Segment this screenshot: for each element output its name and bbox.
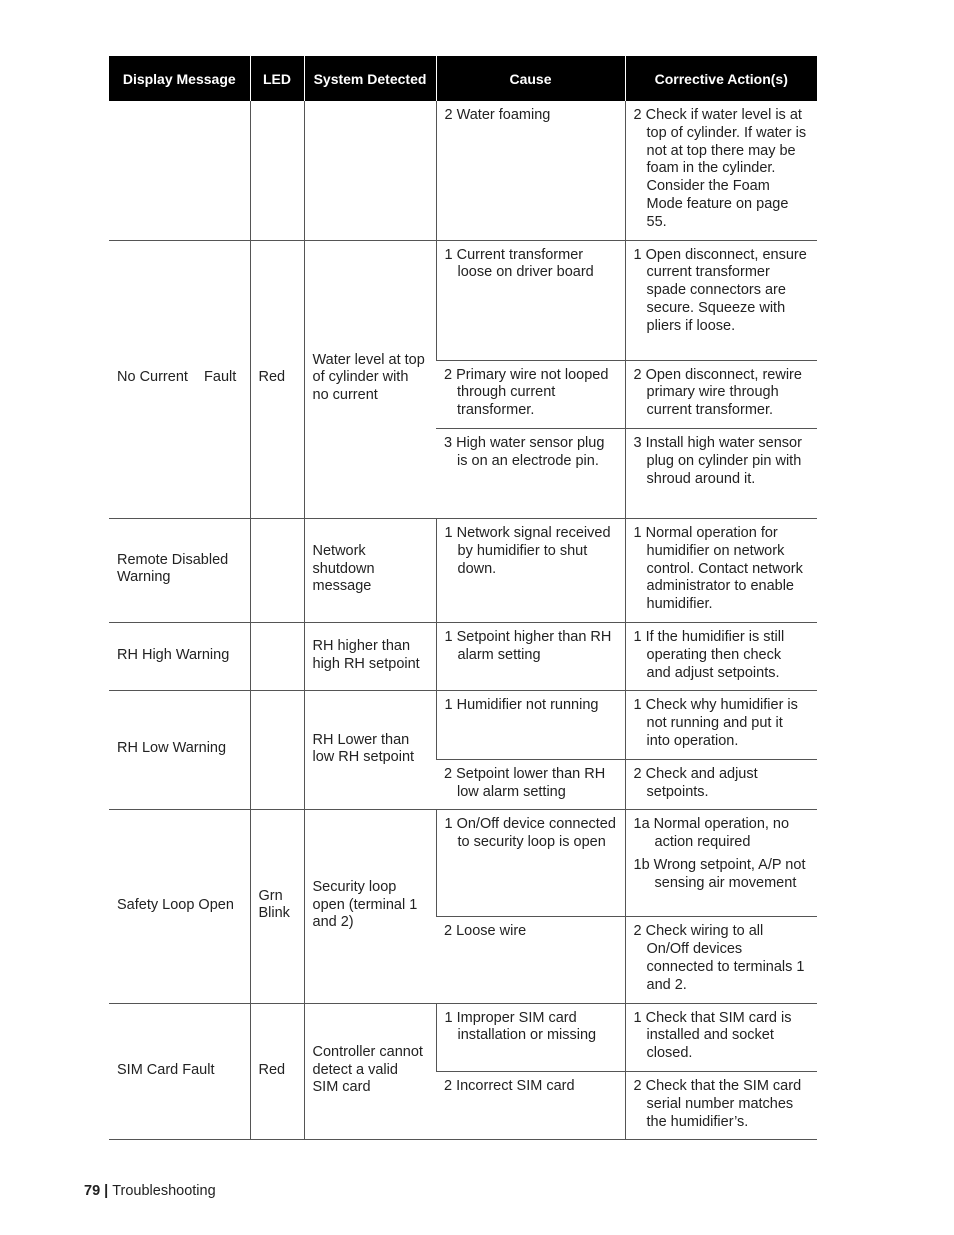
action-item: 1b Wrong setpoint, A/P not sensing air movement — [633, 856, 806, 891]
table-row — [109, 518, 817, 622]
led-cell: Grn Blink — [250, 810, 304, 1003]
led-cell — [250, 101, 304, 240]
display-message-cell: RH Low Warning — [109, 691, 250, 810]
table-row — [109, 691, 817, 759]
system-detected-cell: RH higher than high RH setpoint — [304, 622, 436, 690]
cause-item: 2 Primary wire not looped through current transformer. — [444, 366, 609, 419]
action-item: 2 Check and adjust setpoints. — [633, 765, 758, 800]
action-item: 3 Install high water sensor plug on cylinder pin with shroud around it. — [633, 434, 802, 487]
table-row — [109, 101, 817, 240]
header-system-detected: System Detected — [304, 56, 436, 101]
corrective-action-cell — [625, 622, 817, 690]
troubleshooting-table — [109, 56, 817, 1140]
header-display-message: Display Message — [109, 56, 250, 101]
table-row — [109, 810, 817, 917]
cause-item: 2 Setpoint lower than RH low alarm setting — [444, 765, 606, 800]
action-item: 1 Open disconnect, ensure current transformer spade connectors are secure. Squeeze with pliers if loose. — [633, 246, 807, 334]
cause-cell — [436, 360, 625, 428]
cause-cell — [436, 810, 625, 917]
cause-item: 3 High water sensor plug is on an electrode pin. — [444, 434, 605, 469]
footer-separator: | — [104, 1183, 109, 1199]
corrective-action-cell — [625, 759, 817, 810]
page-footer — [84, 1183, 216, 1199]
corrective-action-cell — [625, 518, 817, 622]
system-detected-cell: Controller cannot detect a valid SIM card — [304, 1003, 436, 1140]
corrective-action-cell — [625, 691, 817, 759]
corrective-action-cell — [625, 1003, 817, 1071]
display-message-cell: No Current Fault — [109, 240, 250, 518]
corrective-action-cell — [625, 1071, 817, 1139]
corrective-action-cell — [625, 360, 817, 428]
led-cell — [250, 691, 304, 810]
display-message-cell: Remote Disabled Warning — [109, 518, 250, 622]
display-message-cell — [109, 101, 250, 240]
cause-cell — [436, 428, 625, 518]
table-row — [109, 622, 817, 690]
display-message-cell: Safety Loop Open — [109, 810, 250, 1003]
table-row — [109, 1003, 817, 1071]
cause-cell — [436, 101, 625, 240]
cause-cell — [436, 691, 625, 759]
table-row — [109, 240, 817, 360]
system-detected-cell — [304, 101, 436, 240]
cause-item: 1 Current transformer loose on driver board — [444, 246, 594, 281]
led-cell — [250, 518, 304, 622]
system-detected-cell: Network shutdown message — [304, 518, 436, 622]
cause-cell — [436, 1003, 625, 1071]
display-message-cell: RH High Warning — [109, 622, 250, 690]
cause-cell — [436, 917, 625, 1003]
page-number: 79 — [84, 1183, 101, 1199]
corrective-action-cell — [625, 810, 817, 917]
cause-item: 1 On/Off device connected to security loop is open — [444, 816, 616, 851]
action-item: 1 If the humidifier is still operating then check and adjust setpoints. — [633, 628, 785, 681]
cause-cell — [436, 759, 625, 810]
cause-item: 2 Loose wire — [444, 923, 527, 940]
cause-cell — [436, 1071, 625, 1139]
cause-item: 2 Incorrect SIM card — [444, 1077, 575, 1094]
footer-section-title: Troubleshooting — [112, 1183, 216, 1199]
cause-item: 1 Improper SIM card installation or missing — [444, 1009, 597, 1044]
action-item: 1 Check why humidifier is not running and put it into operation. — [633, 697, 798, 749]
table-body — [109, 101, 817, 1140]
system-detected-cell: Water level at top of cylinder with no current — [304, 240, 436, 518]
action-item: 2 Check wiring to all On/Off devices connected to terminals 1 and 2. — [633, 923, 805, 993]
display-message-cell: SIM Card Fault — [109, 1003, 250, 1140]
header-corrective-actions: Corrective Action(s) — [625, 56, 817, 101]
action-item: 1a Normal operation, no action required — [633, 816, 790, 851]
corrective-action-cell — [625, 428, 817, 518]
cause-cell — [436, 240, 625, 360]
led-cell: Red — [250, 1003, 304, 1140]
cause-cell — [436, 518, 625, 622]
led-cell: Red — [250, 240, 304, 518]
cause-item: 1 Humidifier not running — [444, 697, 599, 714]
action-item: 2 Open disconnect, rewire primary wire through current transformer. — [633, 366, 802, 419]
system-detected-cell: Security loop open (terminal 1 and 2) — [304, 810, 436, 1003]
cause-item: 1 Setpoint higher than RH alarm setting — [444, 628, 612, 663]
action-item: 2 Check if water level is at top of cylinder. If water is not at top there may be foam in the cylinder. Consider the Foam Mode feature on page 55. — [633, 107, 807, 230]
cause-item: 2 Water foaming — [444, 107, 551, 123]
header-cause: Cause — [436, 56, 625, 101]
led-cell — [250, 622, 304, 690]
table-header-row — [109, 56, 817, 101]
cause-item: 1 Network signal received by humidifier to shut down. — [444, 524, 611, 577]
corrective-action-cell — [625, 917, 817, 1003]
corrective-action-cell — [625, 101, 817, 240]
header-led: LED — [250, 56, 304, 101]
cause-cell — [436, 622, 625, 690]
system-detected-cell: RH Lower than low RH setpoint — [304, 691, 436, 810]
action-item: 1 Check that SIM card is installed and socket closed. — [633, 1009, 792, 1062]
action-item: 1 Normal operation for humidifier on network control. Contact network administrator to enable humidifier. — [633, 524, 803, 613]
corrective-action-cell — [625, 240, 817, 360]
action-item: 2 Check that the SIM card serial number matches the humidifier’s. — [633, 1077, 802, 1130]
